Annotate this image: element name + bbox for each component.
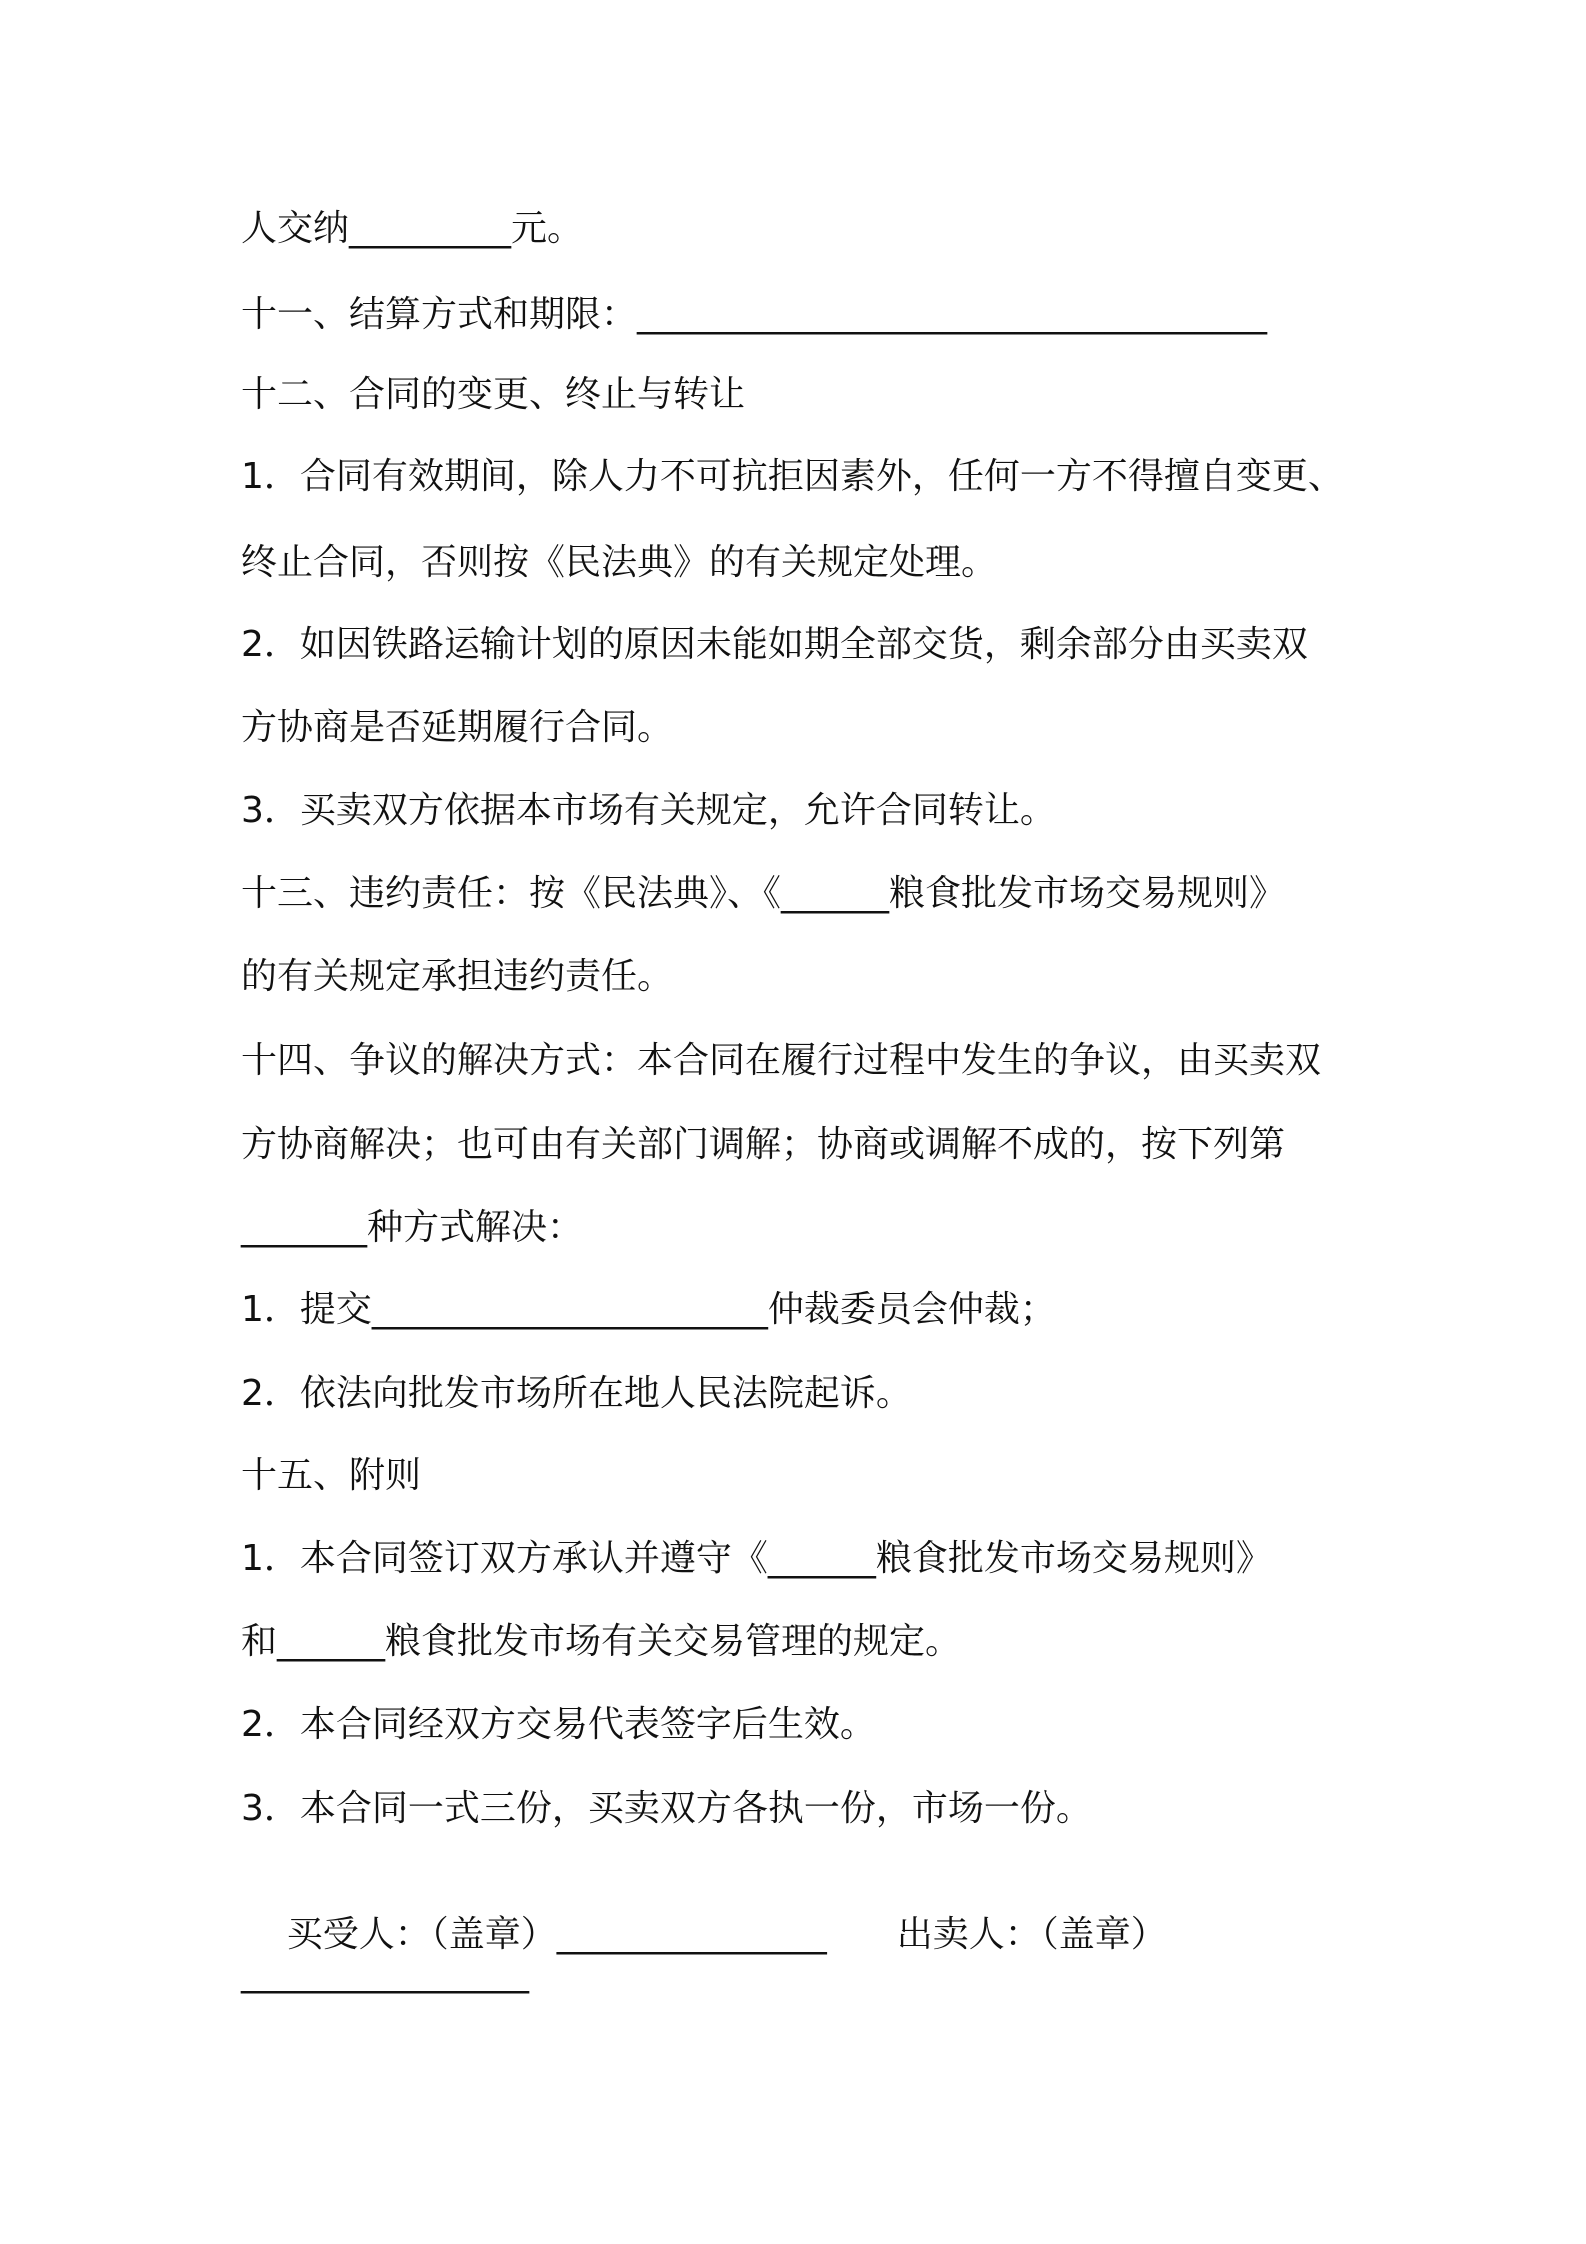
text-line: 3．买卖双方依据本市场有关规定，允许合同转让。 bbox=[241, 790, 1056, 831]
section-heading: 十一、结算方式和期限：___________________________________ bbox=[241, 294, 1268, 335]
text-line: 1．本合同签订双方承认并遵守《______粮食批发市场交易规则》 bbox=[241, 1538, 1272, 1579]
text-line: 1．提交______________________仲裁委员会仲裁； bbox=[241, 1289, 1056, 1330]
text-line: 和______粮食批发市场有关交易管理的规定。 bbox=[241, 1621, 962, 1662]
seller-signature: 出卖人：（盖章） bbox=[896, 1914, 1167, 1955]
text-line: 2．如因铁路运输计划的原因未能如期全部交货，剩余部分由买卖双 bbox=[241, 624, 1308, 665]
text-line: _______种方式解决： bbox=[241, 1207, 584, 1248]
text-line: 方协商解决；也可由有关部门调解；协商或调解不成的，按下列第 bbox=[241, 1124, 1286, 1165]
section-heading: 十二、合同的变更、终止与转让 bbox=[241, 374, 746, 415]
buyer-signature: 买受人：（盖章）_______________ bbox=[286, 1914, 827, 1955]
text-line: 方协商是否延期履行合同。 bbox=[241, 707, 674, 748]
text-line: 人交纳_________元。 bbox=[241, 208, 584, 249]
seller-signature-line: ________________ bbox=[241, 1953, 529, 1994]
text-line: 的有关规定承担违约责任。 bbox=[241, 956, 674, 997]
text-line: 1．合同有效期间，除人力不可抗拒因素外，任何一方不得擅自变更、 bbox=[241, 456, 1344, 497]
text-line: 3．本合同一式三份，买卖双方各执一份，市场一份。 bbox=[241, 1788, 1092, 1829]
text-line: 终止合同，否则按《民法典》的有关规定处理。 bbox=[241, 542, 998, 583]
section-heading: 十三、违约责任：按《民法典》、《______粮食批发市场交易规则》 bbox=[241, 873, 1286, 914]
text-line: 2．本合同经双方交易代表签字后生效。 bbox=[241, 1704, 876, 1745]
section-heading: 十五、附则 bbox=[241, 1455, 422, 1496]
section-heading: 十四、争议的解决方式：本合同在履行过程中发生的争议，由买卖双 bbox=[241, 1040, 1322, 1081]
text-line: 2．依法向批发市场所在地人民法院起诉。 bbox=[241, 1373, 912, 1414]
